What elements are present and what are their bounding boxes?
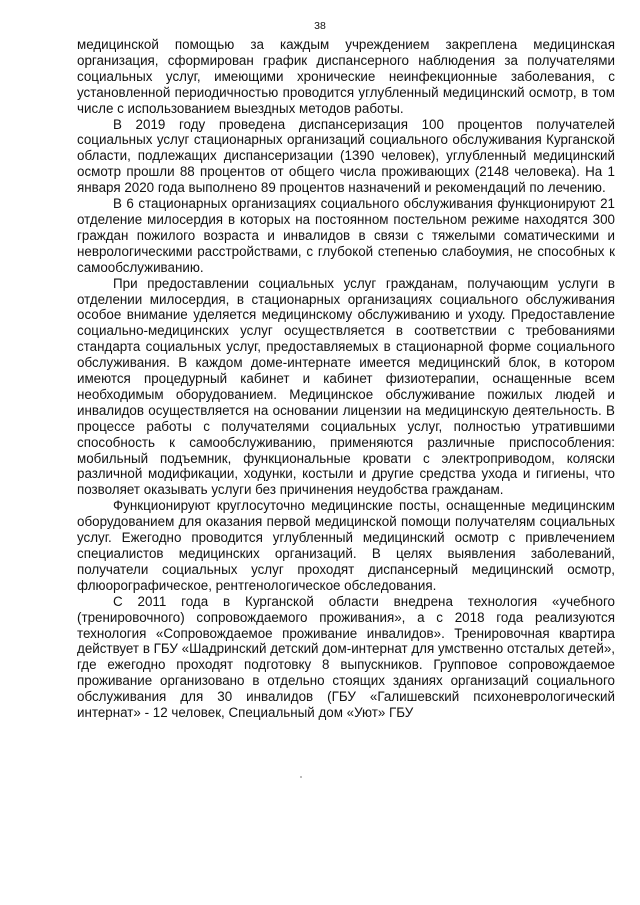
paragraph-dispensarization-2019: В 2019 году проведена диспансеризация 100 процентов получателей социальных услуг стационарных организаций социального обслуживания Курганской области, подлежащих диспансеризации (1390 человек), углубленный медицинский осмотр прошли 88 процентов от общего числа проживающих (2148 человека). На 1 января 2020 года выполнено 89 процентов назначений и рекомендаций по лечению. — [77, 116, 615, 196]
document-body — [77, 37, 615, 721]
page-number: 38 — [314, 20, 326, 32]
scan-speck — [300, 776, 302, 778]
paragraph-supported-living: С 2011 года в Курганской области внедрена технология «учебного (тренировочного) сопровождаемого проживания», а с 2018 года реализуются технология «Сопровождаемое проживание инвалидов». Тренировочная квартира действует в ГБУ «Шадринский детский дом-интернат для умственно отсталых детей», где ежегодно проходят подготовку 8 выпускников. Групповое сопровождаемое проживание организовано в отдельно стоящих зданиях организаций социального обслуживания для 30 инвалидов (ГБУ «Галишевский психоневрологический интернат» - 12 человек, Специальный дом «Уют» ГБУ — [77, 593, 615, 721]
paragraph-social-medical-services: При предоставлении социальных услуг гражданам, получающим услуги в отделении милосердия, в стационарных организациях социального обслуживания особое внимание уделяется медицинскому обслуживанию и уходу. Предоставление социально-медицинских услуг осуществляется в соответствии с требованиями стандарта социальных услуг, предоставляемых в стационарной форме социального обслуживания. В каждом доме-интернате имеется медицинский блок, в котором имеются процедурный кабинет и кабинет физиотерапии, оснащенные всем необходимым оборудованием. Медицинское обслуживание пожилых людей и инвалидов осуществляется на основании лицензии на медицинскую деятельность. В процессе работы с получателями социальных услуг, полностью утратившими способность к самообслуживанию, применяются различные приспособления: мобильный подъемник, функциональные кровати с электроприводом, коляски различной модификации, ходунки, костыли и другие средства ухода и гигиены, что позволяет оказывать услуги без причинения неудобства гражданам. — [77, 275, 615, 498]
paragraph-medical-assignment: медицинской помощью за каждым учреждением закреплена медицинская организация, сформирован график диспансерного наблюдения за получателями социальных услуг, имеющими хронические неинфекционные заболевания, с установленной периодичностью проводится углубленный медицинский осмотр, в том числе с использованием выездных методов работы. — [77, 37, 615, 116]
paragraph-mercy-departments: В 6 стационарных организациях социального обслуживания функционируют 21 отделение милосердия в которых на постоянном постельном режиме находятся 300 граждан пожилого возраста и инвалидов в связи с тяжелыми соматическими и неврологическими расстройствами, с глубокой степенью слабоумия, не способных к самообслуживанию. — [77, 196, 615, 275]
paragraph-medical-posts: Функционируют круглосуточно медицинские посты, оснащенные медицинским оборудованием для оказания первой медицинской помощи получателям социальных услуг. Ежегодно проводится углубленный медицинский осмотр с привлечением специалистов медицинских организаций. В целях выявления заболеваний, получатели социальных услуг проходят диспансерный медицинский осмотр, флюорографическое, рентгенологическое обследования. — [77, 498, 615, 593]
